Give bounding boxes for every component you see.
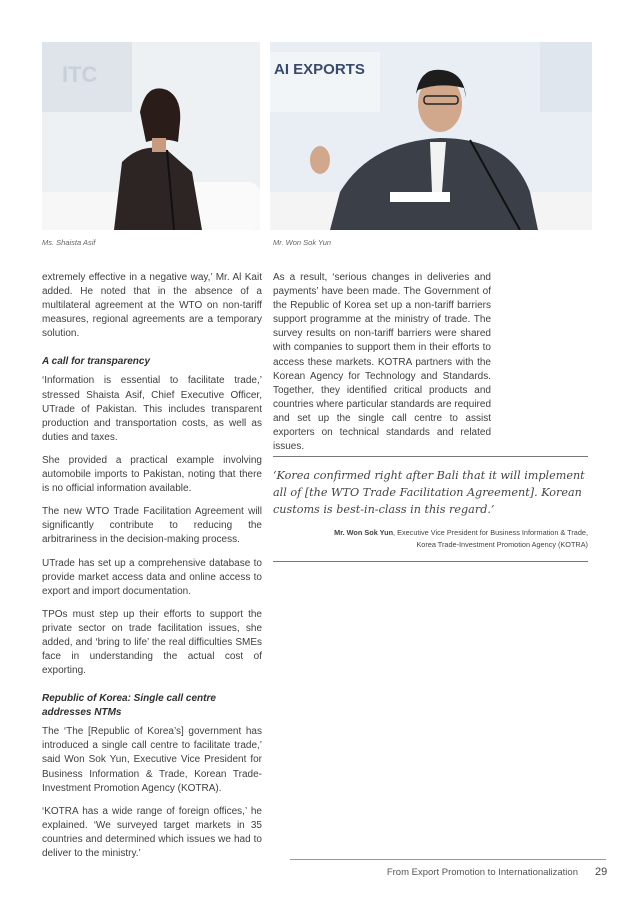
photo-caption-left: Ms. Shaista Asif — [42, 238, 96, 247]
left-text-column — [42, 271, 262, 870]
paragraph: As a result, ‘serious changes in deliveries and payments’ have been made. The Government of the Republic of Korea set up a non-tariff barriers support programme at the ministry of trade. The survey results on non-tariff barriers were shared with companies to support them in their efforts to access these markets. KOTRA partners with the Korean Agency for Technology and Standards. Together, they identified critical products and countries where particular standards are required and set up the single call centre to assist exporters on technical standards and related issues. — [273, 272, 491, 453]
right-text-column — [273, 271, 491, 463]
photo-won-sok-yun — [270, 42, 592, 230]
section-heading-transparency: A call for transparency — [42, 356, 151, 368]
paragraph: She provided a practical example involving automobile imports to Pakistan, noting that there is no official information available. — [42, 454, 262, 495]
paragraph: ‘KOTRA has a wide range of foreign offices,’ he explained. ‘We surveyed target markets in 35 countries and determined which issues we had to deliver to the ministry.’ — [42, 805, 262, 859]
footer-divider — [290, 859, 606, 860]
photo-caption-right: Mr. Won Sok Yun — [273, 238, 332, 247]
paragraph: The new WTO Trade Facilitation Agreement will significantly contribute to reducing the arbitrariness in the decision-making process. — [42, 506, 262, 546]
quote-speaker-name: Mr. Won Sok Yun — [334, 528, 394, 537]
footer-publication-title: From Export Promotion to Internationalization — [386, 867, 578, 878]
quote-speaker-role: , Executive Vice President for Business Information & Trade, — [393, 528, 588, 537]
section-heading-korea: Republic of Korea: Single call centre addresses NTMs — [42, 693, 216, 719]
paragraph: TPOs must step up their efforts to support the private sector on trade facilitation issues, she added, and ‘bring to life’ the real difficulties SMEs face in understanding the actual cost of exporting. — [42, 608, 262, 677]
photo-shaista-asif — [42, 42, 260, 230]
pull-quote — [273, 456, 588, 562]
quote-attribution — [273, 527, 588, 551]
banner-text-right: AI EXPORTS — [274, 61, 365, 78]
page-number: 29 — [595, 866, 608, 878]
paragraph: extremely effective in a negative way,’ Mr. Al Kait added. He noted that in the absence of a multilateral agreement at the WTO on non-tariff measures, regional agreements are a temporary solution. — [42, 272, 262, 340]
paragraph: UTrade has set up a comprehensive database to provide market access data and online access to export and import documentation. — [42, 557, 262, 597]
banner-text-left: ITC — [62, 62, 98, 87]
quote-text: ‘Korea confirmed right after Bali that it will implement all of [the WTO Trade Facilitation Agreement]. Korean customs is best-in-class in this regard.’ — [273, 469, 585, 516]
paragraph: The ‘The [Republic of Korea’s] government has introduced a single call centre to facilitate trade,’ said Won Sok Yun, Executive Vice President for Business Information & Trade, Korean Trade-Investment Promotion Agency (KOTRA). — [42, 726, 262, 794]
paragraph: ‘Information is essential to facilitate trade,’ stressed Shaista Asif, Chief Executive Officer, UTrade of Pakistan. This includes transparent production and transportation costs, as well as duties and taxes. — [42, 375, 262, 443]
quote-speaker-org: Korea Trade-Investment Promotion Agency (KOTRA) — [416, 540, 588, 549]
